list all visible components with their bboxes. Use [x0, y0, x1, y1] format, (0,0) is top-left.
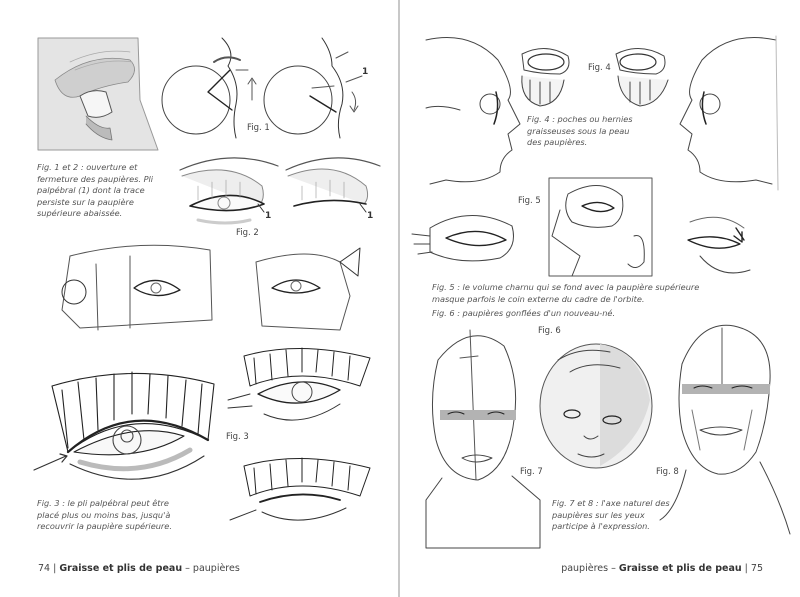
footer-dash: – — [611, 563, 616, 574]
right-page — [400, 0, 800, 597]
footer-dash: – — [185, 563, 190, 574]
footer-separator: | — [744, 563, 748, 574]
fig5-label: Fig. 5 — [518, 196, 541, 206]
fig4-eye-bag-diagrams — [522, 48, 668, 106]
caption-fig6: Fig. 6 : paupières gonflées d'un nouveau-né. — [432, 308, 616, 318]
marker-1-fig1: 1 — [362, 67, 369, 77]
fig1-label: Fig. 1 — [247, 123, 270, 133]
fig8-label: Fig. 8 — [656, 467, 679, 477]
running-subtitle: paupières — [561, 563, 609, 574]
fig6-baby-head-drawing — [540, 344, 652, 468]
running-title: Graisse et plis de peau — [59, 563, 183, 574]
fig4-left-profile-head — [426, 38, 520, 185]
fig2-label: Fig. 2 — [236, 228, 259, 238]
caption-fig4: Fig. 4 : poches ou hernies graisseuses sous la peau des paupières. — [527, 114, 633, 147]
page-number: 74 — [38, 563, 51, 574]
fig8-head-drawing — [660, 325, 790, 534]
footer-separator: | — [53, 563, 57, 574]
fig5-eye-diagrams — [412, 178, 750, 276]
fig7-label: Fig. 7 — [520, 467, 543, 477]
caption-fig5: Fig. 5 : le volume charnu qui se fond avec la paupière supérieure masque parfois le coin externe du cadre de l'orbite. — [432, 282, 700, 304]
marker-1-fig2-open: 1 — [265, 211, 272, 221]
fig3-large-eye-diagram — [34, 372, 214, 479]
page-number: 75 — [750, 563, 763, 574]
fig4-right-profile-head — [680, 36, 778, 190]
fig6-label: Fig. 6 — [538, 326, 561, 336]
marker-1-fig2-closed: 1 — [367, 211, 374, 221]
left-page-footer — [38, 563, 240, 574]
fig3-label: Fig. 3 — [226, 432, 249, 442]
right-page-footer — [561, 563, 763, 574]
eye-mask-study — [62, 245, 360, 330]
caption-fig1-2: Fig. 1 et 2 : ouverture et fermeture des paupières. Pli palpébral (1) dont la trace persiste sur la paupière supérieure abaissée. — [37, 162, 154, 218]
left-page — [0, 0, 398, 597]
eye-profile-photo-illustration — [38, 38, 158, 150]
fig2-eyelid-diagrams — [180, 158, 380, 223]
caption-fig3: Fig. 3 : le pli palpébral peut être placé plus ou moins bas, jusqu'à recouvrir la paupière supérieure. — [37, 498, 172, 531]
caption-fig7-8: Fig. 7 et 8 : l'axe naturel des paupières sur les yeux participe à l'expression. — [552, 498, 670, 531]
running-subtitle: paupières — [192, 563, 240, 574]
fig3-small-eye-diagrams — [228, 348, 370, 520]
fig7-head-drawing — [426, 330, 540, 548]
fig4-label: Fig. 4 — [588, 63, 611, 73]
running-title: Graisse et plis de peau — [618, 563, 742, 574]
